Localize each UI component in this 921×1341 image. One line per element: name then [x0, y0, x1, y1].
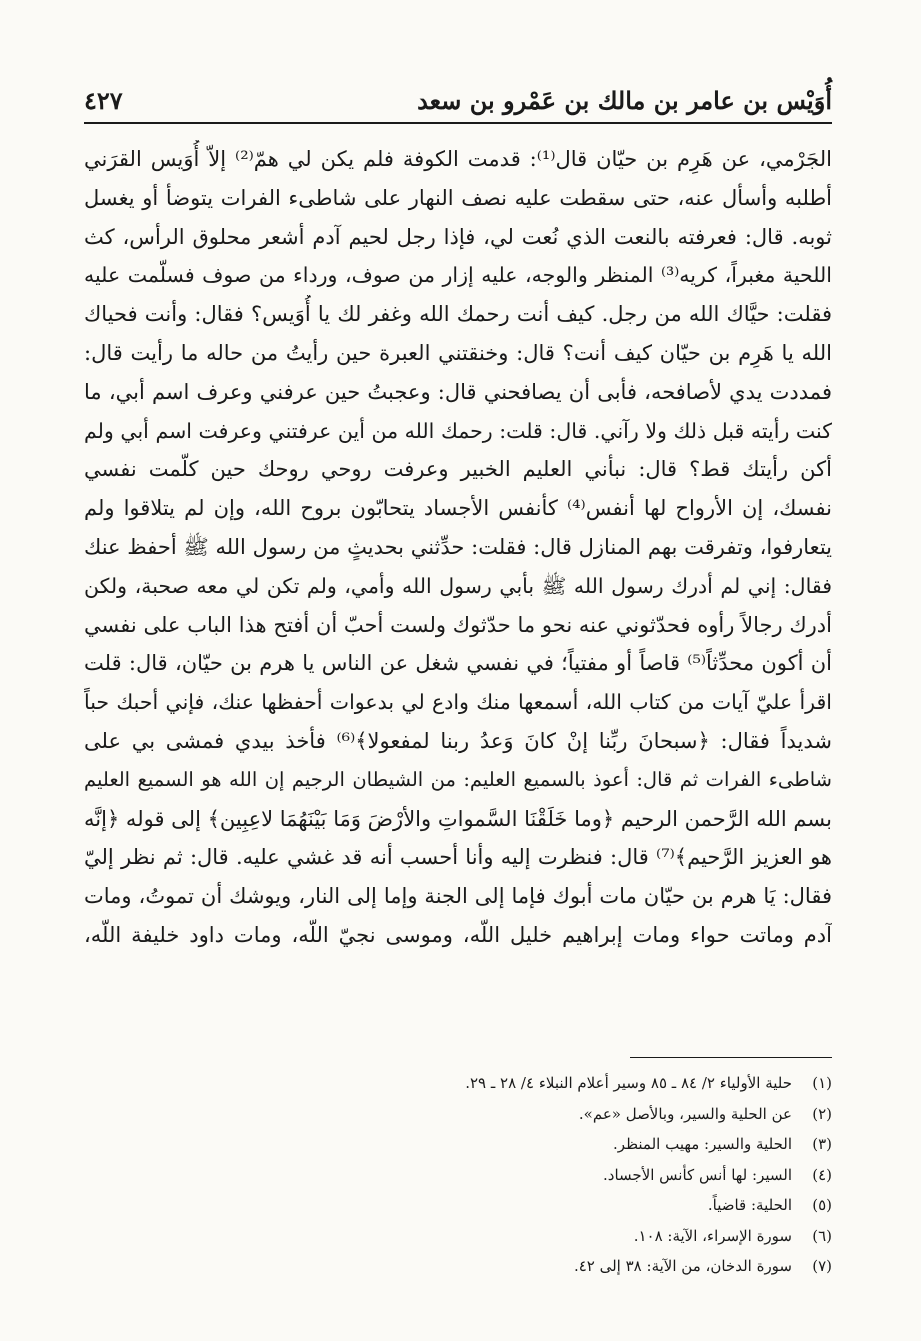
body-line: أدرك رجالاً رأوه فحدّثوني عنه نحو ما حدّثوك ولست أحبّ أن أفتح هذا الباب على نفسي — [84, 612, 832, 637]
footnote — [84, 1221, 832, 1252]
footnotes — [84, 1068, 832, 1282]
footnote-number: (٣) — [812, 1135, 832, 1153]
footnote-number: (٧) — [812, 1257, 832, 1275]
body-line: ثوبه. قال: فعرفته بالنعت الذي نُعت لي، فإذا رجل لحيم آدم أشعر محلوق الرأس، كث — [84, 224, 832, 249]
body-line: يتعارفوا، وتفرقت بهم المنازل قال: فقلت: حدِّثني بحديثٍ من رسول الله ﷺ أحفظ عنك — [84, 534, 832, 559]
footnote — [84, 1068, 832, 1099]
footnote-number: (١) — [812, 1074, 832, 1092]
footnote-number: (٢) — [812, 1104, 832, 1123]
header-rule — [84, 122, 832, 124]
footnote-text: الحلية والسير: مهيب المنظر. — [613, 1135, 792, 1153]
footnote-number: (٦) — [812, 1226, 832, 1245]
body-text — [84, 140, 832, 955]
body-line: شاطىء الفرات ثم قال: أعوذ بالسميع العليم: من الشيطان الرجيم إن الله هو السميع العليم — [84, 767, 832, 791]
footnote-text: سورة الإسراء، الآية: ١٠٨. — [633, 1226, 792, 1245]
body-line: آدم وماتت حواء ومات إبراهيم خليل اللّه، وموسى نجيّ اللّه، ومات داود خليفة اللّه، — [84, 922, 832, 947]
body-line: فقال: يَا هرم بن حيّان مات أبوك فإما إلى الجنة وإما إلى النار، ويوشك أن تموتُ، ومات — [84, 884, 832, 909]
footnote-text: السير: لها أنس كأنس الأجساد. — [603, 1165, 792, 1184]
footnote — [84, 1129, 832, 1160]
footnote-text: الحلية: قاضياً. — [707, 1196, 792, 1214]
body-line: اللحية مغبراً، كريه⁽³⁾ المنظر والوجه، عليه إزار من صوف، ورداء من صوف فسلّمت عليه — [84, 263, 832, 288]
footnote-text: حلية الأولياء ٢/ ٨٤ ـ ٨٥ وسير أعلام النبلاء ٤/ ٢٨ ـ ٢٩. — [465, 1074, 792, 1092]
footnote-text: سورة الدخان، من الآية: ٣٨ إلى ٤٢. — [573, 1257, 792, 1275]
body-line: هو العزيز الرَّحيم﴾⁽⁷⁾ قال: فنظرت إليه وأنا أحسب أنه قد غشي عليه. قال: ثم نظر إليّ — [84, 845, 832, 870]
body-line: أكن رأيتك قط؟ قال: نبأني العليم الخبير وعرفت روحي روحك حين كلّمت نفسي — [84, 457, 832, 482]
footnote — [84, 1190, 832, 1221]
body-line: أطلبه وأسأل عنه، حتى سقطت عليه نصف النهار على شاطىء الفرات يتوضأ أو يغسل — [84, 185, 832, 210]
body-line: كنت رأيته قبل ذلك ولا رآني. قال: قلت: رحمك الله من أين عرفتني وعرفت اسم أبي ولم — [84, 418, 832, 443]
body-line: فقلت: حيَّاك الله من رجل. كيف أنت رحمك الله وغفر لك يا أُوَيس؟ فقال: وأنت فحياك — [84, 302, 832, 327]
body-line: شديداً فقال: ﴿سبحانَ ربِّنا إنْ كانَ وَعدُ ربنا لمفعولا﴾⁽⁶⁾ فأخذ بيدي فمشى بي على — [84, 728, 832, 753]
footnote-rule — [630, 1057, 832, 1058]
footnote — [84, 1160, 832, 1191]
running-title: أُوَيْس بن عامر بن مالك بن عَمْرو بن سعد — [417, 86, 832, 115]
body-line: أن أكون محدِّثاً⁽⁵⁾ قاصاً أو مفتياً؛ في نفسي شغل عن الناس يا هرم بن حيّان، قال: قلت — [84, 651, 832, 676]
body-line: فقال: إني لم أدرك رسول الله ﷺ بأبي رسول الله وأمي، ولم تكن لي معه صحبة، ولكن — [84, 573, 832, 598]
body-line: الجَرْمي، عن هَرِم بن حيّان قال⁽¹⁾: قدمت الكوفة فلم يكن لي همّ⁽²⁾ إلاّ أُوَيس القرَني — [84, 147, 832, 171]
footnote — [84, 1251, 832, 1282]
page-header — [84, 80, 832, 124]
body-line: فمددت يدي لأصافحه، فأبى أن يصافحني قال: وعجبتُ حين عرفني وعرف اسم أبي، ما — [84, 379, 832, 404]
body-line: نفسك، إن الأرواح لها أنفس⁽⁴⁾ كأنفس الأجساد يتحابّون بروح الله، وإن لم يتلاقوا ولم — [84, 496, 832, 521]
body-line: بسم الله الرَّحمن الرحيم ﴿وما خَلَقْنَا السَّمواتِ والأرْضَ وَمَا بَيْنَهُمَا لاعِبِين﴾ إلى قوله ﴿إنَّه — [84, 806, 832, 831]
footnote-number: (٤) — [812, 1165, 832, 1184]
footnote — [84, 1099, 832, 1130]
page-number: ٤٢٧ — [84, 86, 123, 115]
footnote-text: عن الحلية والسير، وبالأصل «عم». — [578, 1104, 792, 1123]
body-line: اقرأ عليّ آيات من كتاب الله، أسمعها منك وادع لي بدعوات أحفظها عنك، فإني أحبك حباً — [84, 690, 832, 715]
body-line: الله يا هَرِم بن حيّان كيف أنت؟ قال: وخنقتني العبرة حين رأيتُ من حاله ما رأيت قال: — [84, 340, 832, 365]
footnote-number: (٥) — [812, 1196, 832, 1214]
